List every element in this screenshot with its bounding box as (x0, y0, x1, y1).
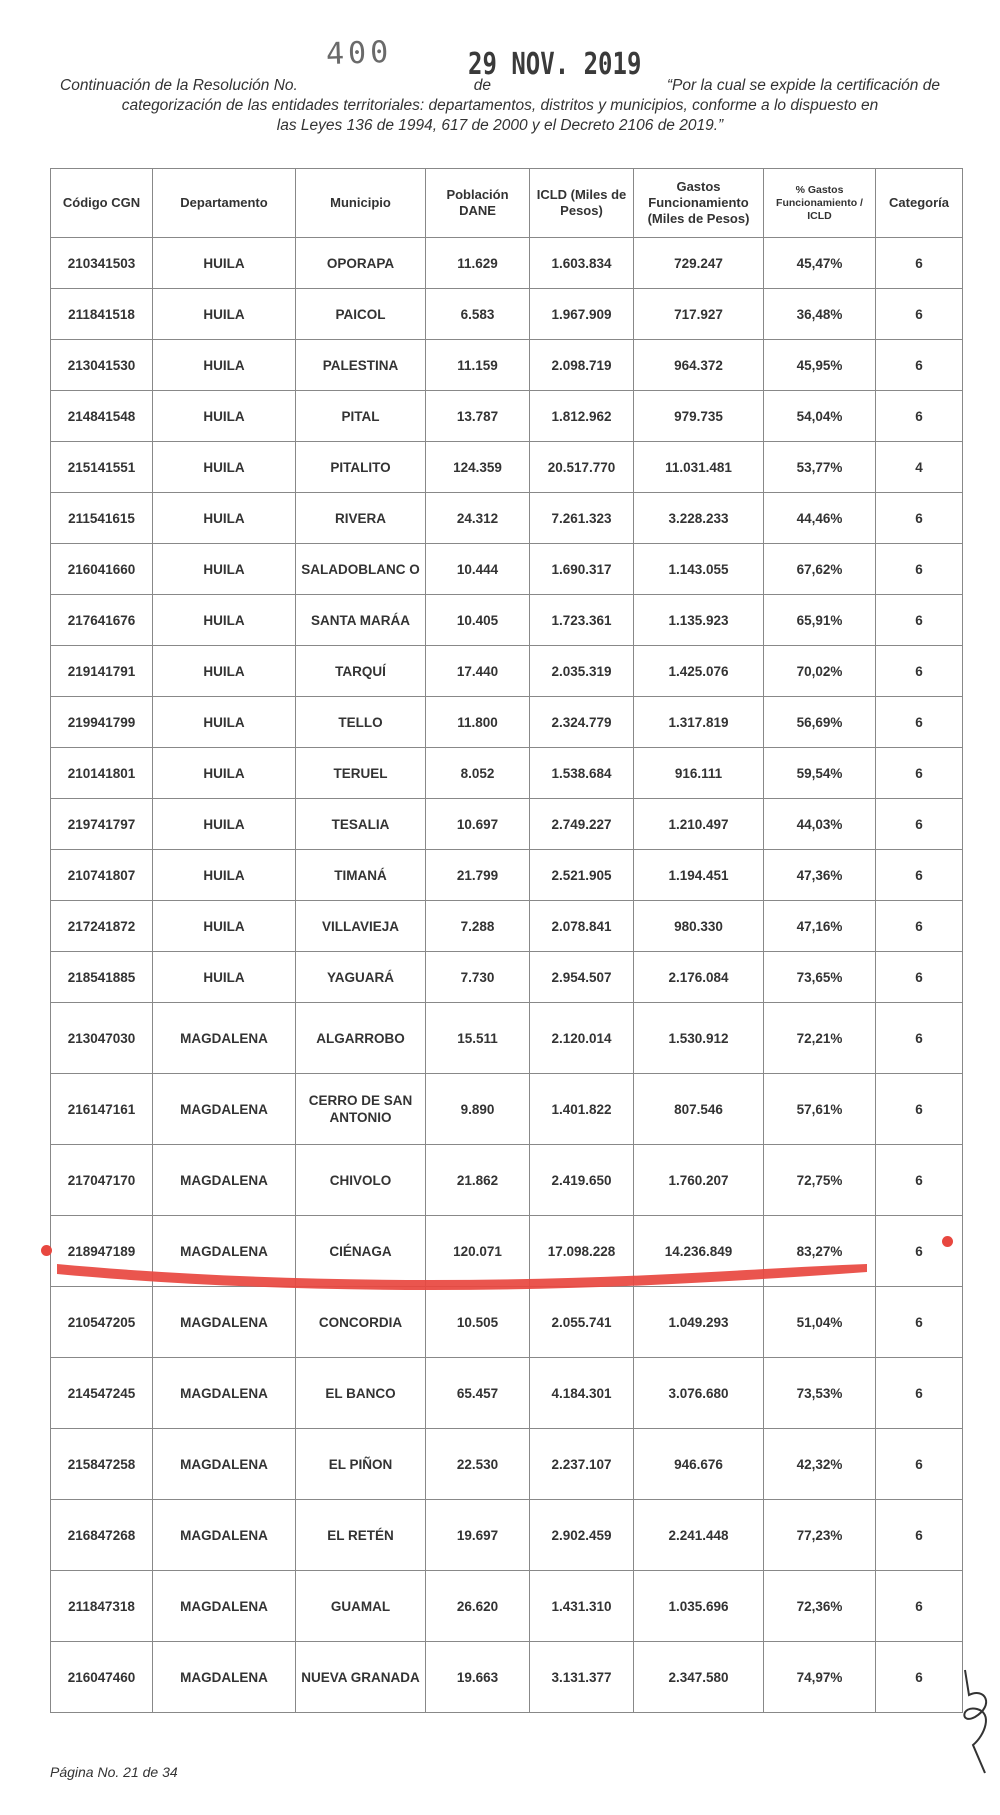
cell-codigo: 214547245 (51, 1358, 153, 1429)
cell-pct: 73,53% (764, 1358, 876, 1429)
cell-municipio: YAGUARÁ (296, 952, 426, 1003)
cell-pct: 56,69% (764, 697, 876, 748)
table-row (51, 748, 963, 799)
cell-municipio: OPORAPA (296, 238, 426, 289)
cell-gastos: 3.076.680 (634, 1358, 764, 1429)
cell-municipio: CIÉNAGA (296, 1216, 426, 1287)
cell-gastos: 979.735 (634, 391, 764, 442)
header-continuation-text: Continuación de la Resolución No. (60, 77, 298, 94)
cell-categoria: 6 (876, 544, 963, 595)
cell-icld: 2.078.841 (530, 901, 634, 952)
cell-codigo: 211847318 (51, 1571, 153, 1642)
highlight-dot-right (942, 1236, 953, 1247)
table-row (51, 952, 963, 1003)
cell-codigo: 213041530 (51, 340, 153, 391)
cell-pct: 72,75% (764, 1145, 876, 1216)
cell-codigo: 218541885 (51, 952, 153, 1003)
table-row (51, 1571, 963, 1642)
cell-pct: 51,04% (764, 1287, 876, 1358)
cell-gastos: 964.372 (634, 340, 764, 391)
table-row (51, 340, 963, 391)
cell-categoria: 6 (876, 748, 963, 799)
cell-pct: 77,23% (764, 1500, 876, 1571)
cell-departamento: HUILA (153, 493, 296, 544)
cell-categoria: 6 (876, 1287, 963, 1358)
cell-poblacion: 26.620 (426, 1571, 530, 1642)
cell-categoria: 6 (876, 697, 963, 748)
table-row (51, 697, 963, 748)
cell-icld: 2.419.650 (530, 1145, 634, 1216)
cell-departamento: MAGDALENA (153, 1571, 296, 1642)
header-line-3: las Leyes 136 de 1994, 617 de 2000 y el Decreto 2106 de 2019.” (276, 117, 724, 134)
cell-categoria: 6 (876, 1571, 963, 1642)
cell-poblacion: 22.530 (426, 1429, 530, 1500)
cell-gastos: 729.247 (634, 238, 764, 289)
cell-icld: 1.690.317 (530, 544, 634, 595)
cell-poblacion: 10.697 (426, 799, 530, 850)
header-departamento: Departamento (153, 169, 296, 238)
cell-departamento: MAGDALENA (153, 1358, 296, 1429)
cell-gastos: 11.031.481 (634, 442, 764, 493)
cell-poblacion: 19.663 (426, 1642, 530, 1713)
cell-codigo: 210547205 (51, 1287, 153, 1358)
cell-gastos: 1.425.076 (634, 646, 764, 697)
cell-icld: 7.261.323 (530, 493, 634, 544)
cell-gastos: 2.347.580 (634, 1642, 764, 1713)
cell-icld: 2.749.227 (530, 799, 634, 850)
resolution-number-stamp: 400 (325, 34, 393, 73)
cell-gastos: 1.035.696 (634, 1571, 764, 1642)
cell-poblacion: 65.457 (426, 1358, 530, 1429)
cell-municipio: PAICOL (296, 289, 426, 340)
cell-icld: 2.902.459 (530, 1500, 634, 1571)
cell-categoria: 6 (876, 595, 963, 646)
cell-pct: 45,47% (764, 238, 876, 289)
cell-departamento: HUILA (153, 340, 296, 391)
cell-categoria: 6 (876, 391, 963, 442)
cell-codigo: 217641676 (51, 595, 153, 646)
cell-categoria: 6 (876, 1429, 963, 1500)
cell-municipio: TARQUÍ (296, 646, 426, 697)
cell-codigo: 215847258 (51, 1429, 153, 1500)
cell-departamento: HUILA (153, 646, 296, 697)
cell-codigo: 210341503 (51, 238, 153, 289)
table-row (51, 850, 963, 901)
cell-gastos: 1.049.293 (634, 1287, 764, 1358)
categorization-table (50, 168, 963, 1713)
cell-gastos: 1.530.912 (634, 1003, 764, 1074)
table-row (51, 1500, 963, 1571)
cell-departamento: HUILA (153, 799, 296, 850)
table-row (51, 1642, 963, 1713)
table-header-row (51, 169, 963, 238)
cell-icld: 1.723.361 (530, 595, 634, 646)
cell-pct: 72,36% (764, 1571, 876, 1642)
cell-gastos: 1.135.923 (634, 595, 764, 646)
cell-categoria: 6 (876, 1003, 963, 1074)
table-row (51, 289, 963, 340)
cell-departamento: HUILA (153, 748, 296, 799)
cell-gastos: 717.927 (634, 289, 764, 340)
resolution-date-stamp: 29 NOV. 2019 (468, 46, 642, 82)
cell-codigo: 216147161 (51, 1074, 153, 1145)
cell-municipio: SALADOBLANC O (296, 544, 426, 595)
cell-categoria: 6 (876, 646, 963, 697)
cell-poblacion: 13.787 (426, 391, 530, 442)
cell-categoria: 6 (876, 1216, 963, 1287)
cell-icld: 1.401.822 (530, 1074, 634, 1145)
cell-departamento: HUILA (153, 544, 296, 595)
cell-poblacion: 11.629 (426, 238, 530, 289)
header-pct-gastos: % Gastos Funcionamiento / ICLD (764, 169, 876, 238)
cell-municipio: CHIVOLO (296, 1145, 426, 1216)
cell-municipio: EL RETÉN (296, 1500, 426, 1571)
categorization-table-wrapper (50, 168, 962, 1713)
document-header (60, 76, 940, 136)
table-row (51, 1429, 963, 1500)
cell-municipio: GUAMAL (296, 1571, 426, 1642)
cell-departamento: HUILA (153, 391, 296, 442)
cell-departamento: MAGDALENA (153, 1003, 296, 1074)
cell-icld: 2.521.905 (530, 850, 634, 901)
cell-icld: 17.098.228 (530, 1216, 634, 1287)
cell-poblacion: 10.405 (426, 595, 530, 646)
cell-municipio: CERRO DE SAN ANTONIO (296, 1074, 426, 1145)
page-number-footer: Página No. 21 de 34 (50, 1764, 178, 1780)
handwritten-signature (955, 1665, 1000, 1775)
cell-icld: 20.517.770 (530, 442, 634, 493)
cell-categoria: 6 (876, 1500, 963, 1571)
cell-codigo: 214841548 (51, 391, 153, 442)
table-row (51, 1074, 963, 1145)
header-gastos: Gastos Funcionamiento (Miles de Pesos) (634, 169, 764, 238)
cell-codigo: 210741807 (51, 850, 153, 901)
cell-departamento: MAGDALENA (153, 1429, 296, 1500)
cell-pct: 44,46% (764, 493, 876, 544)
cell-pct: 47,16% (764, 901, 876, 952)
cell-municipio: TESALIA (296, 799, 426, 850)
cell-gastos: 807.546 (634, 1074, 764, 1145)
cell-codigo: 219941799 (51, 697, 153, 748)
header-icld: ICLD (Miles de Pesos) (530, 169, 634, 238)
cell-municipio: ALGARROBO (296, 1003, 426, 1074)
cell-pct: 73,65% (764, 952, 876, 1003)
cell-codigo: 217241872 (51, 901, 153, 952)
cell-poblacion: 9.890 (426, 1074, 530, 1145)
cell-categoria: 6 (876, 1642, 963, 1713)
cell-icld: 2.098.719 (530, 340, 634, 391)
cell-icld: 2.035.319 (530, 646, 634, 697)
cell-poblacion: 11.800 (426, 697, 530, 748)
cell-pct: 47,36% (764, 850, 876, 901)
table-row (51, 646, 963, 697)
cell-departamento: HUILA (153, 697, 296, 748)
cell-poblacion: 8.052 (426, 748, 530, 799)
cell-municipio: TIMANÁ (296, 850, 426, 901)
cell-gastos: 1.210.497 (634, 799, 764, 850)
cell-pct: 59,54% (764, 748, 876, 799)
cell-poblacion: 24.312 (426, 493, 530, 544)
cell-categoria: 6 (876, 493, 963, 544)
header-poblacion: Población DANE (426, 169, 530, 238)
cell-categoria: 6 (876, 289, 963, 340)
cell-poblacion: 7.288 (426, 901, 530, 952)
cell-pct: 44,03% (764, 799, 876, 850)
cell-gastos: 1.194.451 (634, 850, 764, 901)
cell-departamento: HUILA (153, 238, 296, 289)
table-row (51, 391, 963, 442)
table-row (51, 799, 963, 850)
cell-pct: 83,27% (764, 1216, 876, 1287)
highlight-dot-left (41, 1245, 52, 1256)
table-row (51, 901, 963, 952)
cell-departamento: HUILA (153, 901, 296, 952)
cell-municipio: SANTA MARÁA (296, 595, 426, 646)
cell-departamento: HUILA (153, 595, 296, 646)
cell-categoria: 6 (876, 1145, 963, 1216)
cell-icld: 1.603.834 (530, 238, 634, 289)
cell-codigo: 219741797 (51, 799, 153, 850)
cell-codigo: 211541615 (51, 493, 153, 544)
cell-categoria: 6 (876, 238, 963, 289)
cell-categoria: 6 (876, 799, 963, 850)
cell-gastos: 946.676 (634, 1429, 764, 1500)
cell-municipio: RIVERA (296, 493, 426, 544)
header-codigo: Código CGN (51, 169, 153, 238)
cell-categoria: 6 (876, 340, 963, 391)
header-categoria: Categoría (876, 169, 963, 238)
cell-gastos: 1.143.055 (634, 544, 764, 595)
cell-municipio: PALESTINA (296, 340, 426, 391)
cell-icld: 1.431.310 (530, 1571, 634, 1642)
cell-poblacion: 17.440 (426, 646, 530, 697)
cell-icld: 2.120.014 (530, 1003, 634, 1074)
cell-departamento: MAGDALENA (153, 1145, 296, 1216)
cell-icld: 3.131.377 (530, 1642, 634, 1713)
table-row (51, 1287, 963, 1358)
cell-municipio: NUEVA GRANADA (296, 1642, 426, 1713)
cell-municipio: EL PIÑON (296, 1429, 426, 1500)
cell-pct: 65,91% (764, 595, 876, 646)
cell-pct: 74,97% (764, 1642, 876, 1713)
table-row (51, 544, 963, 595)
cell-poblacion: 120.071 (426, 1216, 530, 1287)
cell-pct: 70,02% (764, 646, 876, 697)
cell-municipio: VILLAVIEJA (296, 901, 426, 952)
cell-icld: 2.237.107 (530, 1429, 634, 1500)
cell-poblacion: 10.444 (426, 544, 530, 595)
cell-codigo: 213047030 (51, 1003, 153, 1074)
cell-codigo: 215141551 (51, 442, 153, 493)
cell-codigo: 216047460 (51, 1642, 153, 1713)
cell-codigo: 216041660 (51, 544, 153, 595)
cell-gastos: 1.760.207 (634, 1145, 764, 1216)
cell-departamento: HUILA (153, 952, 296, 1003)
cell-pct: 42,32% (764, 1429, 876, 1500)
table-row (51, 1003, 963, 1074)
header-municipio: Municipio (296, 169, 426, 238)
table-row (51, 595, 963, 646)
cell-poblacion: 10.505 (426, 1287, 530, 1358)
cell-pct: 54,04% (764, 391, 876, 442)
header-line-1 (60, 76, 940, 96)
cell-gastos: 3.228.233 (634, 493, 764, 544)
header-de-text: de (473, 77, 491, 94)
cell-departamento: HUILA (153, 289, 296, 340)
table-row (51, 493, 963, 544)
cell-municipio: CONCORDIA (296, 1287, 426, 1358)
cell-departamento: MAGDALENA (153, 1642, 296, 1713)
cell-icld: 1.812.962 (530, 391, 634, 442)
table-row (51, 238, 963, 289)
cell-categoria: 6 (876, 1074, 963, 1145)
cell-poblacion: 7.730 (426, 952, 530, 1003)
cell-poblacion: 19.697 (426, 1500, 530, 1571)
cell-pct: 53,77% (764, 442, 876, 493)
cell-gastos: 2.176.084 (634, 952, 764, 1003)
table-row (51, 442, 963, 493)
cell-departamento: MAGDALENA (153, 1500, 296, 1571)
cell-categoria: 6 (876, 952, 963, 1003)
table-row (51, 1358, 963, 1429)
cell-codigo: 216847268 (51, 1500, 153, 1571)
cell-municipio: PITALITO (296, 442, 426, 493)
cell-departamento: HUILA (153, 442, 296, 493)
table-row (51, 1216, 963, 1287)
cell-codigo: 217047170 (51, 1145, 153, 1216)
cell-poblacion: 15.511 (426, 1003, 530, 1074)
cell-categoria: 6 (876, 850, 963, 901)
cell-pct: 57,61% (764, 1074, 876, 1145)
cell-pct: 67,62% (764, 544, 876, 595)
cell-icld: 2.055.741 (530, 1287, 634, 1358)
cell-icld: 1.538.684 (530, 748, 634, 799)
cell-codigo: 219141791 (51, 646, 153, 697)
cell-municipio: PITAL (296, 391, 426, 442)
cell-poblacion: 6.583 (426, 289, 530, 340)
cell-gastos: 2.241.448 (634, 1500, 764, 1571)
cell-categoria: 6 (876, 1358, 963, 1429)
cell-categoria: 4 (876, 442, 963, 493)
cell-pct: 45,95% (764, 340, 876, 391)
cell-municipio: TERUEL (296, 748, 426, 799)
cell-departamento: HUILA (153, 850, 296, 901)
cell-gastos: 980.330 (634, 901, 764, 952)
cell-codigo: 211841518 (51, 289, 153, 340)
cell-gastos: 14.236.849 (634, 1216, 764, 1287)
cell-icld: 1.967.909 (530, 289, 634, 340)
cell-icld: 2.324.779 (530, 697, 634, 748)
cell-departamento: MAGDALENA (153, 1216, 296, 1287)
cell-poblacion: 11.159 (426, 340, 530, 391)
cell-poblacion: 21.799 (426, 850, 530, 901)
header-title-start: “Por la cual se expide la certificación de (666, 77, 940, 94)
cell-icld: 2.954.507 (530, 952, 634, 1003)
cell-icld: 4.184.301 (530, 1358, 634, 1429)
cell-municipio: EL BANCO (296, 1358, 426, 1429)
cell-codigo: 210141801 (51, 748, 153, 799)
cell-gastos: 1.317.819 (634, 697, 764, 748)
cell-gastos: 916.111 (634, 748, 764, 799)
cell-codigo: 218947189 (51, 1216, 153, 1287)
cell-departamento: MAGDALENA (153, 1287, 296, 1358)
table-row (51, 1145, 963, 1216)
cell-poblacion: 21.862 (426, 1145, 530, 1216)
cell-categoria: 6 (876, 901, 963, 952)
header-line-2: categorización de las entidades territoriales: departamentos, distritos y municipios, conforme a lo dispuesto en (121, 97, 879, 114)
cell-pct: 36,48% (764, 289, 876, 340)
cell-departamento: MAGDALENA (153, 1074, 296, 1145)
cell-pct: 72,21% (764, 1003, 876, 1074)
cell-poblacion: 124.359 (426, 442, 530, 493)
cell-municipio: TELLO (296, 697, 426, 748)
